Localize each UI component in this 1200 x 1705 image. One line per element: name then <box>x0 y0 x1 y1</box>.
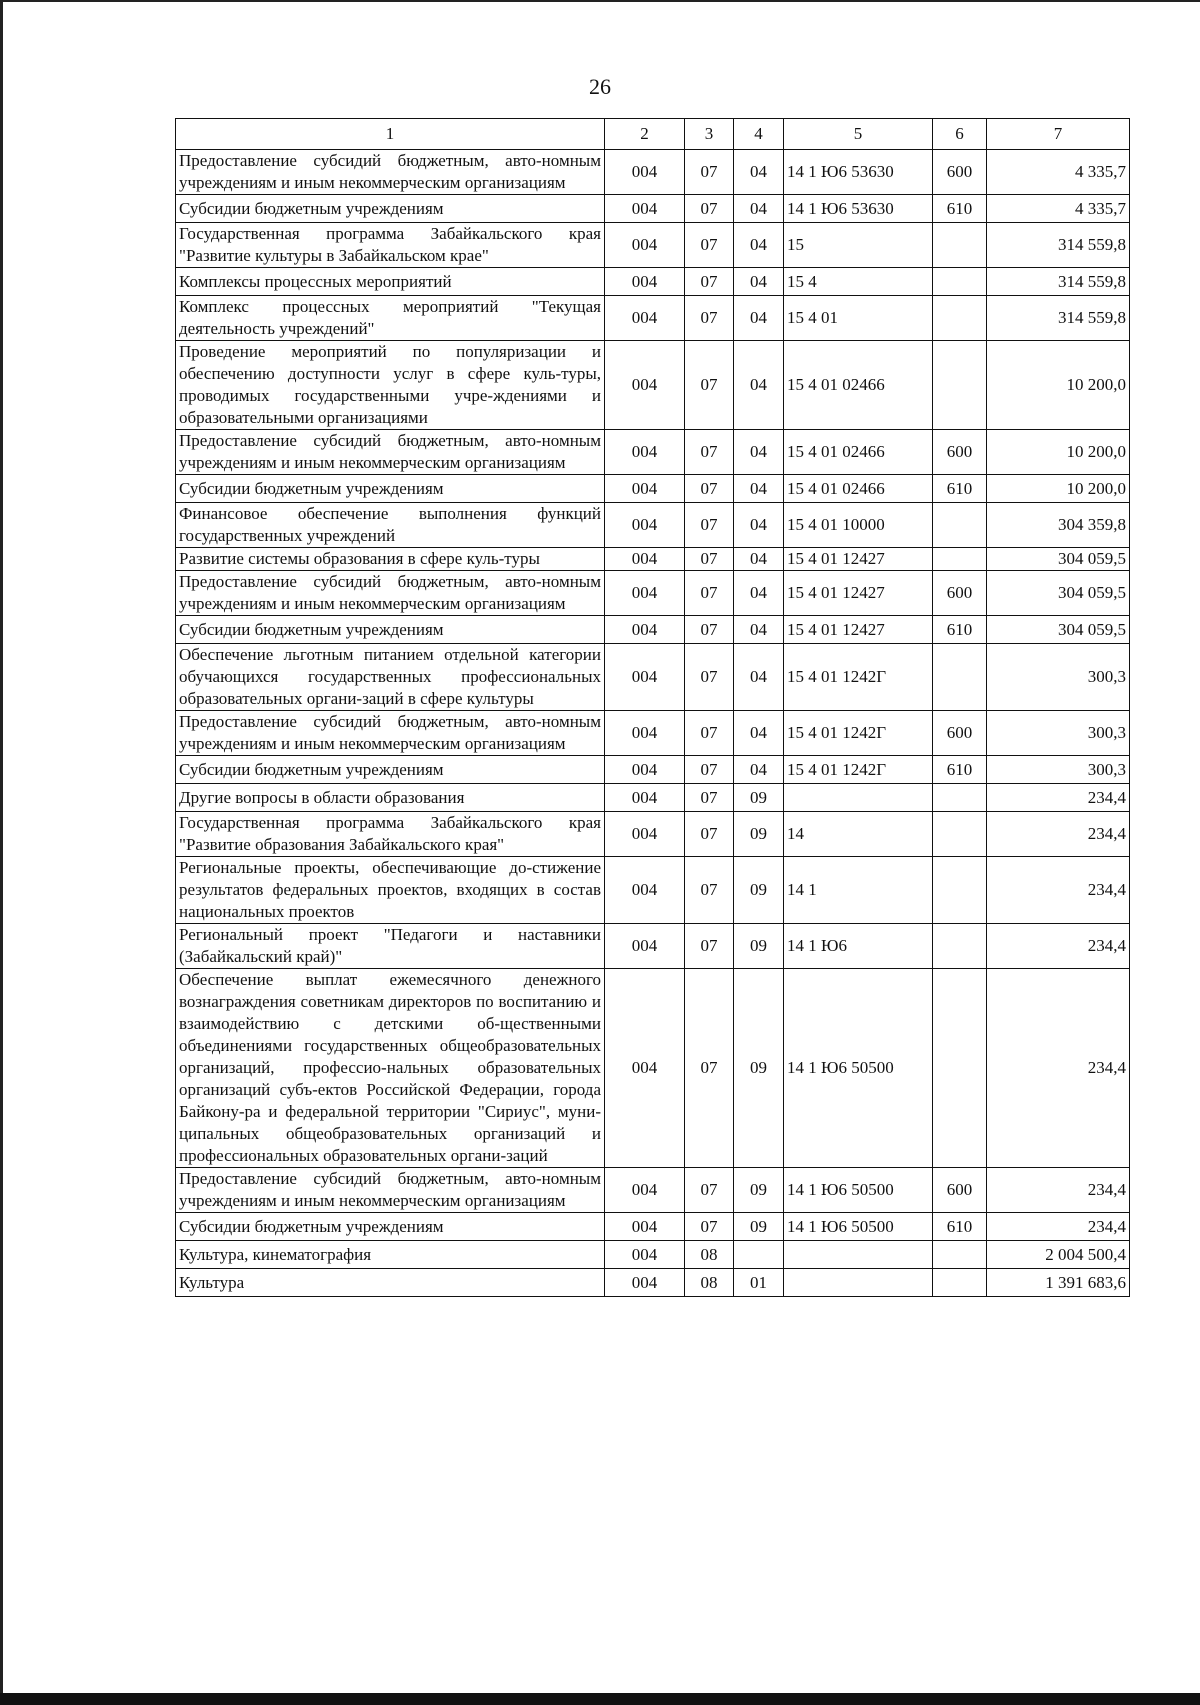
amount-cell: 10 200,0 <box>987 430 1130 475</box>
target-article-cell: 14 1 <box>784 857 933 924</box>
expense-type-cell <box>933 644 987 711</box>
expense-type-cell <box>933 924 987 969</box>
column-header: 6 <box>933 119 987 150</box>
header-row <box>176 119 1130 150</box>
row-name-cell: Культура <box>176 1269 605 1297</box>
subsection-code-cell: 04 <box>734 616 784 644</box>
section-code-cell: 08 <box>685 1241 734 1269</box>
ministry-code-cell: 004 <box>605 475 685 503</box>
row-name-cell: Предоставление субсидий бюджетным, авто-номным учреждениям и иным некоммерческим организациям <box>176 150 605 195</box>
target-article-cell <box>784 1241 933 1269</box>
subsection-code-cell: 04 <box>734 296 784 341</box>
target-article-cell: 15 4 01 10000 <box>784 503 933 548</box>
amount-cell: 300,3 <box>987 756 1130 784</box>
ministry-code-cell: 004 <box>605 296 685 341</box>
amount-cell: 314 559,8 <box>987 268 1130 296</box>
expense-type-cell: 600 <box>933 150 987 195</box>
target-article-cell: 15 4 01 12427 <box>784 548 933 571</box>
target-article-cell: 15 4 01 1242Г <box>784 711 933 756</box>
amount-cell: 10 200,0 <box>987 341 1130 430</box>
subsection-code-cell: 09 <box>734 1213 784 1241</box>
table-row <box>176 1269 1130 1297</box>
table-row <box>176 223 1130 268</box>
expense-type-cell <box>933 296 987 341</box>
row-name-cell: Предоставление субсидий бюджетным, авто-номным учреждениям и иным некоммерческим организациям <box>176 571 605 616</box>
table-row <box>176 1241 1130 1269</box>
expense-type-cell: 600 <box>933 571 987 616</box>
section-code-cell: 07 <box>685 969 734 1168</box>
ministry-code-cell: 004 <box>605 430 685 475</box>
amount-cell: 304 059,5 <box>987 616 1130 644</box>
ministry-code-cell: 004 <box>605 857 685 924</box>
row-name-cell: Другие вопросы в области образования <box>176 784 605 812</box>
subsection-code-cell: 04 <box>734 548 784 571</box>
column-header: 7 <box>987 119 1130 150</box>
section-code-cell: 07 <box>685 223 734 268</box>
expense-type-cell: 610 <box>933 195 987 223</box>
expense-type-cell <box>933 268 987 296</box>
amount-cell: 300,3 <box>987 711 1130 756</box>
row-name-cell: Развитие системы образования в сфере куль-туры <box>176 548 605 571</box>
ministry-code-cell: 004 <box>605 548 685 571</box>
subsection-code-cell: 09 <box>734 1168 784 1213</box>
target-article-cell <box>784 1269 933 1297</box>
amount-cell: 300,3 <box>987 644 1130 711</box>
subsection-code-cell: 04 <box>734 711 784 756</box>
table-row <box>176 784 1130 812</box>
target-article-cell: 14 <box>784 812 933 857</box>
section-code-cell: 08 <box>685 1269 734 1297</box>
ministry-code-cell: 004 <box>605 784 685 812</box>
target-article-cell <box>784 784 933 812</box>
target-article-cell: 15 4 <box>784 268 933 296</box>
target-article-cell: 14 1 Ю6 53630 <box>784 195 933 223</box>
expense-type-cell <box>933 503 987 548</box>
target-article-cell: 15 <box>784 223 933 268</box>
row-name-cell: Региональный проект "Педагоги и наставники (Забайкальский край)" <box>176 924 605 969</box>
subsection-code-cell: 09 <box>734 784 784 812</box>
expense-type-cell <box>933 812 987 857</box>
subsection-code-cell: 04 <box>734 150 784 195</box>
ministry-code-cell: 004 <box>605 924 685 969</box>
row-name-cell: Финансовое обеспечение выполнения функций государственных учреждений <box>176 503 605 548</box>
expense-type-cell: 600 <box>933 711 987 756</box>
column-header: 1 <box>176 119 605 150</box>
subsection-code-cell: 09 <box>734 857 784 924</box>
row-name-cell: Обеспечение выплат ежемесячного денежного вознаграждения советникам директоров по воспитанию и взаимодействию с детскими об-щественными объединениями государственных общеобразовательных организаций, профессио-нальных образовательных организаций субъ-ектов Российской Федерации, города Байкону-ра и федеральной территории "Сириус", муни-ципальных общеобразовательных организаций и профессиональных образовательных органи-заций <box>176 969 605 1168</box>
page-number: 26 <box>589 74 611 99</box>
ministry-code-cell: 004 <box>605 1241 685 1269</box>
row-name-cell: Субсидии бюджетным учреждениям <box>176 195 605 223</box>
ministry-code-cell: 004 <box>605 503 685 548</box>
table-row <box>176 616 1130 644</box>
ministry-code-cell: 004 <box>605 571 685 616</box>
target-article-cell: 14 1 Ю6 <box>784 924 933 969</box>
column-header: 5 <box>784 119 933 150</box>
expense-type-cell <box>933 1241 987 1269</box>
table-row <box>176 341 1130 430</box>
ministry-code-cell: 004 <box>605 195 685 223</box>
table-row <box>176 756 1130 784</box>
row-name-cell: Обеспечение льготным питанием отдельной категории обучающихся государственных профессиональных образовательных органи-заций в сфере культуры <box>176 644 605 711</box>
amount-cell: 10 200,0 <box>987 475 1130 503</box>
row-name-cell: Субсидии бюджетным учреждениям <box>176 475 605 503</box>
section-code-cell: 07 <box>685 616 734 644</box>
ministry-code-cell: 004 <box>605 1269 685 1297</box>
section-code-cell: 07 <box>685 341 734 430</box>
target-article-cell: 15 4 01 1242Г <box>784 644 933 711</box>
subsection-code-cell: 09 <box>734 969 784 1168</box>
row-name-cell: Субсидии бюджетным учреждениям <box>176 1213 605 1241</box>
subsection-code-cell: 04 <box>734 430 784 475</box>
amount-cell: 234,4 <box>987 857 1130 924</box>
subsection-code-cell: 04 <box>734 341 784 430</box>
row-name-cell: Комплексы процессных мероприятий <box>176 268 605 296</box>
subsection-code-cell: 04 <box>734 195 784 223</box>
amount-cell: 304 059,5 <box>987 571 1130 616</box>
amount-cell: 2 004 500,4 <box>987 1241 1130 1269</box>
section-code-cell: 07 <box>685 812 734 857</box>
subsection-code-cell: 04 <box>734 571 784 616</box>
section-code-cell: 07 <box>685 475 734 503</box>
amount-cell: 234,4 <box>987 1213 1130 1241</box>
ministry-code-cell: 004 <box>605 969 685 1168</box>
subsection-code-cell: 04 <box>734 756 784 784</box>
table-row <box>176 969 1130 1168</box>
row-name-cell: Предоставление субсидий бюджетным, авто-номным учреждениям и иным некоммерческим организациям <box>176 711 605 756</box>
subsection-code-cell: 01 <box>734 1269 784 1297</box>
table-row <box>176 503 1130 548</box>
section-code-cell: 07 <box>685 503 734 548</box>
ministry-code-cell: 004 <box>605 812 685 857</box>
expense-type-cell: 610 <box>933 756 987 784</box>
table-row <box>176 1213 1130 1241</box>
target-article-cell: 15 4 01 <box>784 296 933 341</box>
subsection-code-cell: 04 <box>734 223 784 268</box>
amount-cell: 304 059,5 <box>987 548 1130 571</box>
section-code-cell: 07 <box>685 195 734 223</box>
row-name-cell: Предоставление субсидий бюджетным, авто-номным учреждениям и иным некоммерческим организациям <box>176 430 605 475</box>
row-name-cell: Предоставление субсидий бюджетным, авто-номным учреждениям и иным некоммерческим организациям <box>176 1168 605 1213</box>
table-row <box>176 1168 1130 1213</box>
amount-cell: 234,4 <box>987 784 1130 812</box>
table-row <box>176 475 1130 503</box>
table-row <box>176 644 1130 711</box>
scan-edge-bottom <box>0 1693 1200 1705</box>
expense-type-cell: 600 <box>933 1168 987 1213</box>
subsection-code-cell: 04 <box>734 503 784 548</box>
amount-cell: 314 559,8 <box>987 296 1130 341</box>
expense-type-cell <box>933 548 987 571</box>
expense-type-cell: 610 <box>933 1213 987 1241</box>
ministry-code-cell: 004 <box>605 756 685 784</box>
amount-cell: 234,4 <box>987 924 1130 969</box>
expense-type-cell <box>933 223 987 268</box>
expense-type-cell <box>933 784 987 812</box>
ministry-code-cell: 004 <box>605 616 685 644</box>
section-code-cell: 07 <box>685 644 734 711</box>
ministry-code-cell: 004 <box>605 1168 685 1213</box>
table-row <box>176 548 1130 571</box>
section-code-cell: 07 <box>685 1168 734 1213</box>
expense-type-cell <box>933 1269 987 1297</box>
table-row <box>176 296 1130 341</box>
target-article-cell: 15 4 01 02466 <box>784 341 933 430</box>
ministry-code-cell: 004 <box>605 268 685 296</box>
subsection-code-cell <box>734 1241 784 1269</box>
section-code-cell: 07 <box>685 430 734 475</box>
table-row <box>176 711 1130 756</box>
amount-cell: 4 335,7 <box>987 150 1130 195</box>
row-name-cell: Проведение мероприятий по популяризации и обеспечению доступности услуг в сфере куль-туры, проводимых государственными учре-ждениями и образовательными организациями <box>176 341 605 430</box>
target-article-cell: 14 1 Ю6 50500 <box>784 969 933 1168</box>
section-code-cell: 07 <box>685 296 734 341</box>
ministry-code-cell: 004 <box>605 711 685 756</box>
section-code-cell: 07 <box>685 268 734 296</box>
target-article-cell: 14 1 Ю6 50500 <box>784 1213 933 1241</box>
table-row <box>176 924 1130 969</box>
ministry-code-cell: 004 <box>605 341 685 430</box>
subsection-code-cell: 04 <box>734 475 784 503</box>
section-code-cell: 07 <box>685 784 734 812</box>
row-name-cell: Культура, кинематография <box>176 1241 605 1269</box>
table-row <box>176 268 1130 296</box>
section-code-cell: 07 <box>685 571 734 616</box>
budget-table <box>175 118 1130 1297</box>
subsection-code-cell: 09 <box>734 812 784 857</box>
expense-type-cell: 610 <box>933 616 987 644</box>
column-header: 4 <box>734 119 784 150</box>
amount-cell: 234,4 <box>987 969 1130 1168</box>
ministry-code-cell: 004 <box>605 644 685 711</box>
section-code-cell: 07 <box>685 756 734 784</box>
section-code-cell: 07 <box>685 1213 734 1241</box>
amount-cell: 314 559,8 <box>987 223 1130 268</box>
amount-cell: 4 335,7 <box>987 195 1130 223</box>
expense-type-cell <box>933 969 987 1168</box>
row-name-cell: Субсидии бюджетным учреждениям <box>176 756 605 784</box>
subsection-code-cell: 04 <box>734 644 784 711</box>
row-name-cell: Государственная программа Забайкальского края "Развитие культуры в Забайкальском крае" <box>176 223 605 268</box>
section-code-cell: 07 <box>685 150 734 195</box>
row-name-cell: Комплекс процессных мероприятий "Текущая деятельность учреждений" <box>176 296 605 341</box>
table-row <box>176 430 1130 475</box>
expense-type-cell <box>933 341 987 430</box>
subsection-code-cell: 04 <box>734 268 784 296</box>
table-row <box>176 571 1130 616</box>
ministry-code-cell: 004 <box>605 223 685 268</box>
ministry-code-cell: 004 <box>605 150 685 195</box>
ministry-code-cell: 004 <box>605 1213 685 1241</box>
expense-type-cell: 600 <box>933 430 987 475</box>
table-row <box>176 150 1130 195</box>
column-header: 2 <box>605 119 685 150</box>
section-code-cell: 07 <box>685 548 734 571</box>
amount-cell: 234,4 <box>987 812 1130 857</box>
table-row <box>176 857 1130 924</box>
amount-cell: 1 391 683,6 <box>987 1269 1130 1297</box>
section-code-cell: 07 <box>685 857 734 924</box>
row-name-cell: Государственная программа Забайкальского края "Развитие образования Забайкальского края" <box>176 812 605 857</box>
target-article-cell: 15 4 01 02466 <box>784 475 933 503</box>
expense-type-cell <box>933 857 987 924</box>
target-article-cell: 15 4 01 12427 <box>784 616 933 644</box>
target-article-cell: 14 1 Ю6 53630 <box>784 150 933 195</box>
table-row <box>176 195 1130 223</box>
row-name-cell: Субсидии бюджетным учреждениям <box>176 616 605 644</box>
scan-edge-left <box>0 0 3 1705</box>
target-article-cell: 15 4 01 02466 <box>784 430 933 475</box>
section-code-cell: 07 <box>685 711 734 756</box>
row-name-cell: Региональные проекты, обеспечивающие до-стижение результатов федеральных проектов, входящих в состав национальных проектов <box>176 857 605 924</box>
scan-edge-top <box>0 0 1200 2</box>
expense-type-cell: 610 <box>933 475 987 503</box>
amount-cell: 304 359,8 <box>987 503 1130 548</box>
target-article-cell: 14 1 Ю6 50500 <box>784 1168 933 1213</box>
column-header: 3 <box>685 119 734 150</box>
amount-cell: 234,4 <box>987 1168 1130 1213</box>
section-code-cell: 07 <box>685 924 734 969</box>
subsection-code-cell: 09 <box>734 924 784 969</box>
table-row <box>176 812 1130 857</box>
target-article-cell: 15 4 01 1242Г <box>784 756 933 784</box>
target-article-cell: 15 4 01 12427 <box>784 571 933 616</box>
